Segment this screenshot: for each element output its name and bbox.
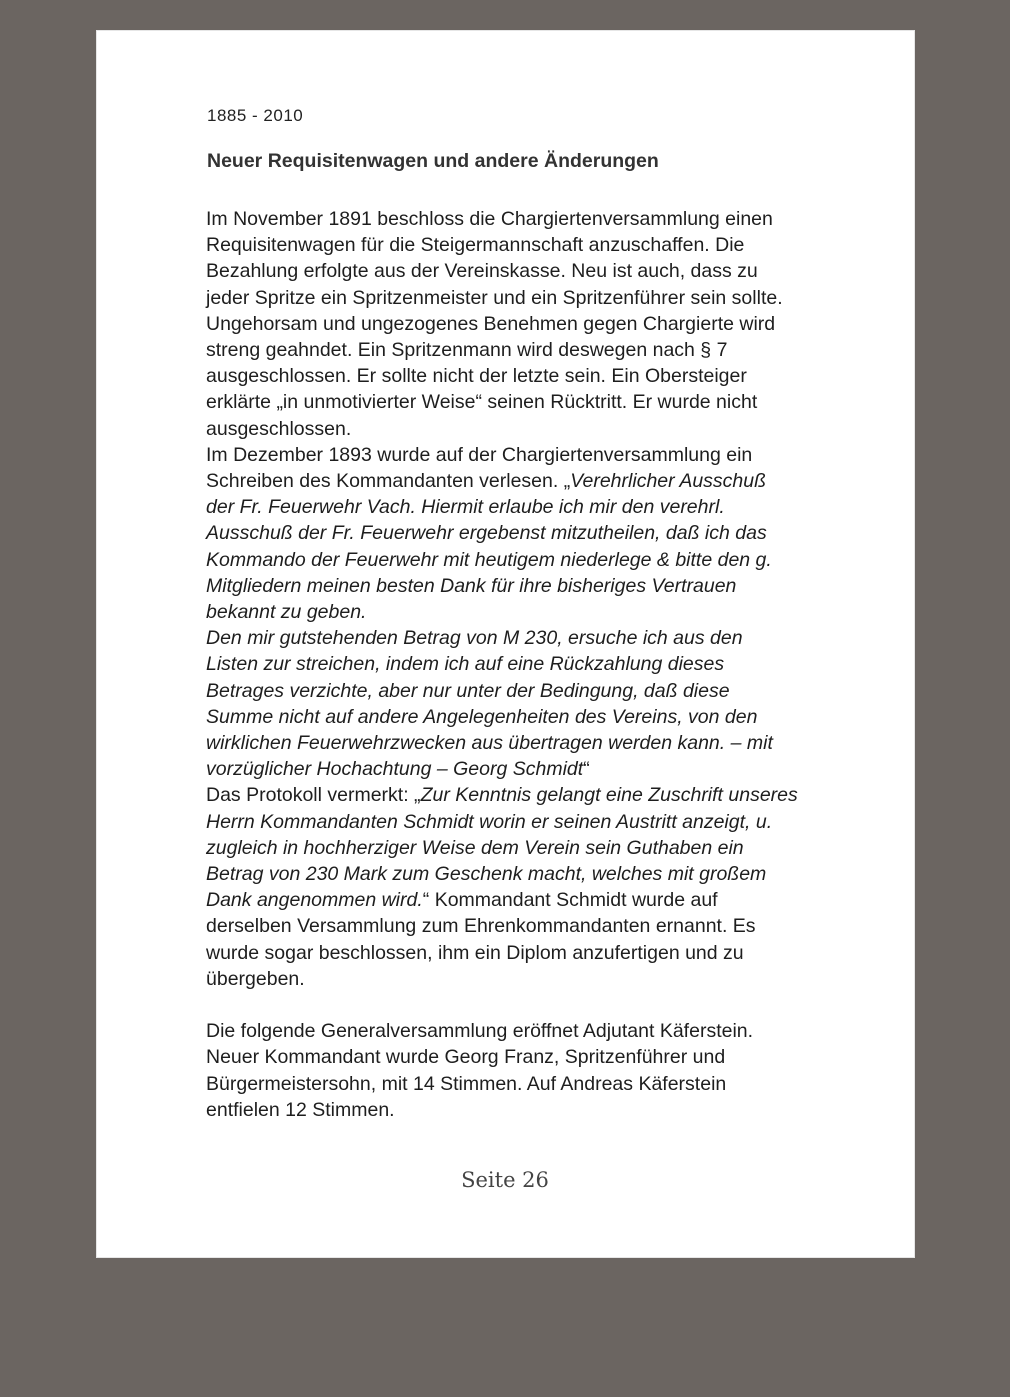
section-heading: Neuer Requisitenwagen und andere Änderungen [207, 150, 659, 172]
quote-segment: Listen zur streichen, indem ich auf eine Rückzahlung dieses [206, 653, 725, 676]
quote-segment: der Fr. Feuerwehr Vach. Hiermit erlaube ich mir den verehrl. [206, 496, 725, 519]
quote-segment: zugleich in hochherziger Weise dem Verein sein Guthaben ein [206, 836, 744, 859]
quote-segment: Betrag von 230 Mark zum Geschenk macht, welches mit großem [206, 863, 767, 886]
quote-segment: wirklichen Feuerwehrzwecken aus übertragen werden kann. – mit [206, 732, 773, 755]
text-line: streng geahndet. Ein Spritzenmann wird deswegen nach § 7 [206, 339, 728, 362]
quote-segment: Dank angenommen wird. [206, 889, 423, 912]
quote-segment: Kommando der Feuerwehr mit heutigem niederlege & bitte den g. [206, 548, 772, 571]
quote-line [206, 651, 906, 677]
header-years: 1885 - 2010 [207, 106, 304, 125]
quote-segment: Zur Kenntnis gelangt eine Zuschrift unseres [420, 784, 798, 807]
quote-segment: Ausschuß der Fr. Feuerwehr ergebenst mitzutheilen, daß ich das [206, 522, 767, 545]
text-segment: Schreiben des Kommandanten verlesen. „ [206, 470, 571, 493]
quote-line [206, 547, 906, 573]
quote-line [206, 494, 906, 520]
text-line: Im November 1891 beschloss die Chargiertenversammlung einen [206, 208, 773, 230]
text-line: ausgeschlossen. [206, 417, 352, 440]
text-line: jeder Spritze ein Spritzenmeister und ein Spritzenführer sein sollte. [206, 286, 783, 309]
quote-line [206, 678, 906, 704]
quote-line [206, 756, 906, 782]
text-line: Ungehorsam und ungezogenes Benehmen gegen Chargierte wird [206, 312, 776, 335]
quote-line [206, 809, 906, 835]
text-line: übergeben. [206, 967, 305, 990]
text-line: ausgeschlossen. Er sollte nicht der letzte sein. Ein Obersteiger [206, 365, 747, 388]
text-line: Im Dezember 1893 wurde auf der Chargiertenversammlung ein [206, 443, 753, 466]
text-line [206, 887, 906, 913]
text-line [206, 782, 906, 808]
text-line: Requisitenwagen für die Steigermannschaft anzuschaffen. Die [206, 234, 745, 257]
text-line: derselben Versammlung zum Ehrenkommandanten ernannt. Es [206, 915, 756, 938]
text-segment: “ [583, 758, 590, 781]
text-line: erklärte „in unmotivierter Weise“ seinen Rücktritt. Er wurde nicht [206, 391, 758, 414]
quote-line [206, 835, 906, 861]
quote-segment: Summe nicht auf andere Angelegenheiten des Vereins, von den [206, 705, 758, 728]
quote-line [206, 861, 906, 887]
quote-segment: vorzüglicher Hochachtung – Georg Schmidt [206, 758, 584, 781]
quote-line [206, 520, 906, 546]
text-line [206, 468, 906, 494]
body-text [206, 206, 906, 1123]
quote-line [206, 573, 906, 599]
text-line: Die folgende Generalversammlung eröffnet Adjutant Käferstein. [206, 1020, 754, 1043]
text-line: Bezahlung erfolgte aus der Vereinskasse. Neu ist auch, dass zu [206, 260, 758, 283]
quote-segment: Den mir gutstehenden Betrag von M 230, ersuche ich aus den [206, 627, 743, 650]
text-line: Bürgermeistersohn, mit 14 Stimmen. Auf Andreas Käferstein [206, 1072, 727, 1095]
text-segment: Das Protokoll vermerkt: „ [206, 784, 421, 807]
quote-line [206, 599, 906, 625]
quote-line [206, 730, 906, 756]
quote-segment: Verehrlicher Ausschuß [570, 470, 767, 493]
text-line: wurde sogar beschlossen, ihm ein Diplom anzufertigen und zu [206, 941, 744, 964]
quote-line [206, 704, 906, 730]
quote-segment: Mitgliedern meinen besten Dank für ihre bisheriges Vertrauen [206, 574, 737, 597]
text-line: entfielen 12 Stimmen. [206, 1098, 395, 1121]
quote-line [206, 625, 906, 651]
quote-segment: Betrages verzichte, aber nur unter der Bedingung, daß diese [206, 679, 730, 702]
page-number: Seite 26 [461, 1168, 549, 1192]
text-segment: “ Kommandant Schmidt wurde auf [422, 889, 718, 912]
text-line: Neuer Kommandant wurde Georg Franz, Spritzenführer und [206, 1046, 726, 1069]
quote-segment: bekannt zu geben. [206, 601, 367, 624]
quote-segment: Herrn Kommandanten Schmidt worin er seinen Austritt anzeigt, u. [206, 810, 773, 833]
